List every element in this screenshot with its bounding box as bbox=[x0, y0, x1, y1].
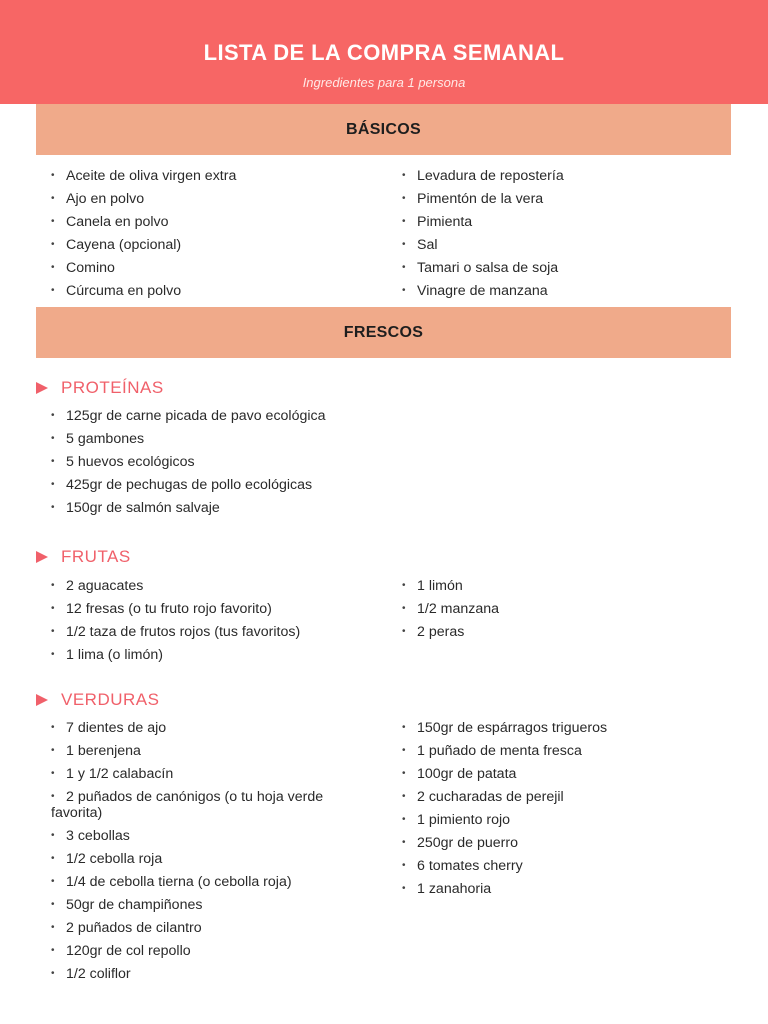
list-item: • Levadura de repostería bbox=[402, 168, 732, 184]
basicos-list-left bbox=[51, 168, 381, 306]
subheading-verduras bbox=[36, 690, 159, 712]
list-item: • 5 huevos ecológicos bbox=[51, 454, 411, 470]
basicos-list-right bbox=[402, 168, 732, 306]
list-item: • 125gr de carne picada de pavo ecológica bbox=[51, 408, 411, 424]
list-item: • 5 gambones bbox=[51, 431, 411, 447]
list-item: • 2 peras bbox=[402, 624, 732, 640]
section-band-frescos: FRESCOS bbox=[36, 307, 731, 358]
list-item: • Pimentón de la vera bbox=[402, 191, 732, 207]
subheading-label: FRUTAS bbox=[61, 547, 131, 566]
list-item: • 1/4 de cebolla tierna (o cebolla roja) bbox=[51, 874, 371, 890]
list-item: • Cúrcuma en polvo bbox=[51, 283, 381, 299]
triangle-right-icon bbox=[36, 551, 48, 563]
verduras-list-right bbox=[402, 720, 732, 904]
list-item: • 250gr de puerro bbox=[402, 835, 732, 851]
subheading-label: VERDURAS bbox=[61, 690, 160, 709]
list-item: • 12 fresas (o tu fruto rojo favorito) bbox=[51, 601, 381, 617]
subheading-label: PROTEÍNAS bbox=[61, 378, 164, 397]
list-item: • 1 y 1/2 calabacín bbox=[51, 766, 371, 782]
list-item: • 1 puñado de menta fresca bbox=[402, 743, 732, 759]
frutas-list-right bbox=[402, 578, 732, 647]
proteinas-list bbox=[51, 408, 411, 523]
list-item bbox=[51, 789, 371, 821]
list-item: • 3 cebollas bbox=[51, 828, 371, 844]
frutas-list-left bbox=[51, 578, 381, 670]
list-item: • 150gr de espárragos trigueros bbox=[402, 720, 732, 736]
list-item-text: 2 puñados de canónigos (o tu hoja verde bbox=[66, 789, 324, 805]
list-item: • 1 lima (o limón) bbox=[51, 647, 381, 663]
list-item: • 100gr de patata bbox=[402, 766, 732, 782]
list-item: • Comino bbox=[51, 260, 381, 276]
list-item: • Canela en polvo bbox=[51, 214, 381, 230]
list-item: • Sal bbox=[402, 237, 732, 253]
list-item: • 150gr de salmón salvaje bbox=[51, 500, 411, 516]
list-item: • 1 limón bbox=[402, 578, 732, 594]
list-item: • Vinagre de manzana bbox=[402, 283, 732, 299]
list-item: • 50gr de champiñones bbox=[51, 897, 371, 913]
page-header bbox=[0, 0, 768, 104]
list-item: • Tamari o salsa de soja bbox=[402, 260, 732, 276]
list-item: • 1/2 coliflor bbox=[51, 966, 371, 982]
list-item: • 1 berenjena bbox=[51, 743, 371, 759]
list-item: • Cayena (opcional) bbox=[51, 237, 381, 253]
list-item: • 1/2 cebolla roja bbox=[51, 851, 371, 867]
page-subtitle: Ingredientes para 1 persona bbox=[302, 75, 466, 90]
list-item: • 1/2 taza de frutos rojos (tus favoritos) bbox=[51, 624, 381, 640]
list-item: • 2 puñados de cilantro bbox=[51, 920, 371, 936]
list-item-text-continuation: favorita) bbox=[51, 805, 103, 821]
list-item: • 1 pimiento rojo bbox=[402, 812, 732, 828]
list-item: • Ajo en polvo bbox=[51, 191, 381, 207]
list-item: • 1 zanahoria bbox=[402, 881, 732, 897]
subheading-proteinas bbox=[36, 378, 164, 400]
list-item: • 2 aguacates bbox=[51, 578, 381, 594]
list-item: • 425gr de pechugas de pollo ecológicas bbox=[51, 477, 411, 493]
list-item: • 1/2 manzana bbox=[402, 601, 732, 617]
triangle-right-icon bbox=[36, 382, 48, 394]
section-band-basicos: BÁSICOS bbox=[36, 104, 731, 155]
triangle-right-icon bbox=[36, 694, 48, 706]
verduras-list-left bbox=[51, 720, 371, 989]
list-item: • Aceite de oliva virgen extra bbox=[51, 168, 381, 184]
page-title: LISTA DE LA COMPRA SEMANAL bbox=[203, 40, 565, 65]
list-item: • 120gr de col repollo bbox=[51, 943, 371, 959]
list-item: • 7 dientes de ajo bbox=[51, 720, 371, 736]
list-item: • Pimienta bbox=[402, 214, 732, 230]
list-item: • 2 cucharadas de perejil bbox=[402, 789, 732, 805]
list-item: • 6 tomates cherry bbox=[402, 858, 732, 874]
subheading-frutas bbox=[36, 547, 131, 569]
